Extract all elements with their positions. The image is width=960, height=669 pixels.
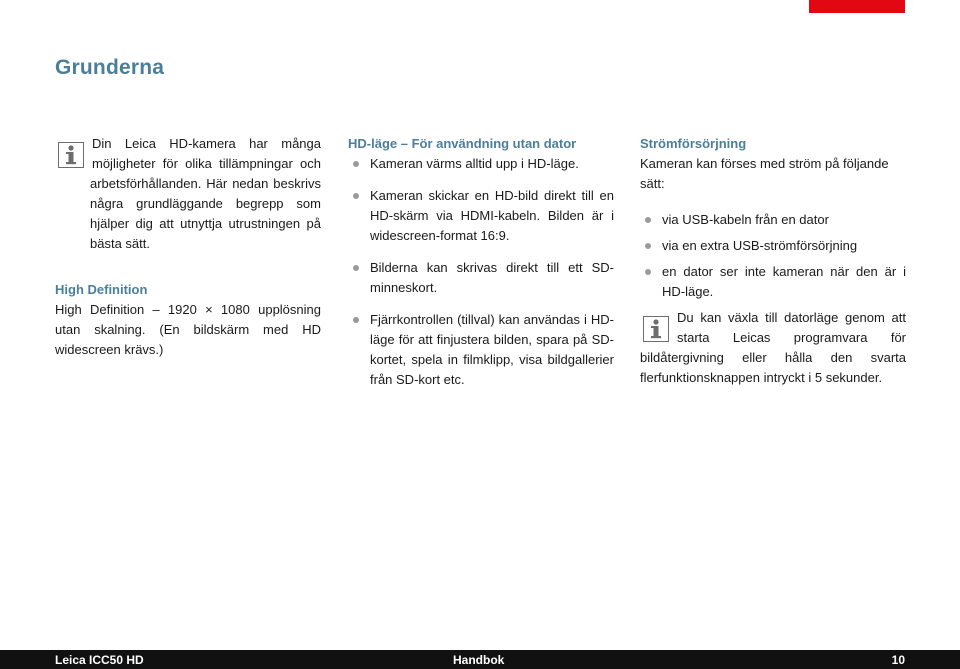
hd-heading: High Definition	[55, 282, 148, 297]
column-hd-mode	[348, 134, 614, 390]
footer-bar	[0, 650, 960, 669]
power-heading: Strömförsörjning	[640, 136, 747, 151]
bullet-icon	[353, 317, 359, 323]
page-title: Grunderna	[55, 56, 165, 79]
list-item: Kameran skickar en HD-bild direkt till en HD-skärm via HDMI-kabeln. Bilden är i widescreen-format 16:9.	[348, 186, 614, 246]
info-icon	[58, 142, 84, 168]
list-item: Fjärrkontrollen (tillval) kan användas i HD-läge för att finjustera bilden, spara på SD-kortet, spela in filmklipp, visa bildgallerier från SD-kort etc.	[348, 310, 614, 390]
bullet-icon	[645, 269, 651, 275]
bullet-icon	[353, 265, 359, 271]
power-list	[640, 210, 906, 302]
intro-note	[55, 134, 321, 254]
footer-product: Leica ICC50 HD	[55, 653, 144, 667]
hd-mode-heading: HD-läge – För användning utan dator	[348, 136, 577, 151]
power-note-text: Du kan växla till datorläge genom att starta Leicas programvara för bildåtergivning eller hålla den svarta flerfunktionsknappen intryckt i 5 sekunder.	[640, 310, 906, 385]
footer-doc-type: Handbok	[453, 653, 505, 667]
intro-text: Din Leica HD-kamera har många möjligheter för olika tillämpningar och arbetsförhållanden. Här nedan beskrivs några grundläggande begrepp som hjälper dig att utnyttja utrustningen på bästa sätt.	[90, 136, 321, 251]
list-item: via USB-kabeln från en dator	[640, 210, 906, 230]
power-note	[640, 308, 906, 388]
column-intro	[55, 134, 321, 360]
bullet-icon	[645, 243, 651, 249]
power-intro: Kameran kan förses med ström på följande sätt:	[640, 156, 889, 191]
bullet-icon	[645, 217, 651, 223]
list-item: Bilderna kan skrivas direkt till ett SD-minneskort.	[348, 258, 614, 298]
hd-text: High Definition – 1920 × 1080 upplösning utan skalning. (En bildskärm med HD widescreen krävs.)	[55, 302, 321, 357]
column-power	[640, 134, 906, 388]
list-item: en dator ser inte kameran när den är i HD-läge.	[640, 262, 906, 302]
page-number: 10	[891, 653, 905, 667]
bullet-icon	[353, 161, 359, 167]
hd-mode-list	[348, 154, 614, 390]
list-item: Kameran värms alltid upp i HD-läge.	[348, 154, 614, 174]
brand-color-tab	[809, 0, 905, 13]
list-item: via en extra USB-strömförsörjning	[640, 236, 906, 256]
info-icon	[643, 316, 669, 342]
bullet-icon	[353, 193, 359, 199]
